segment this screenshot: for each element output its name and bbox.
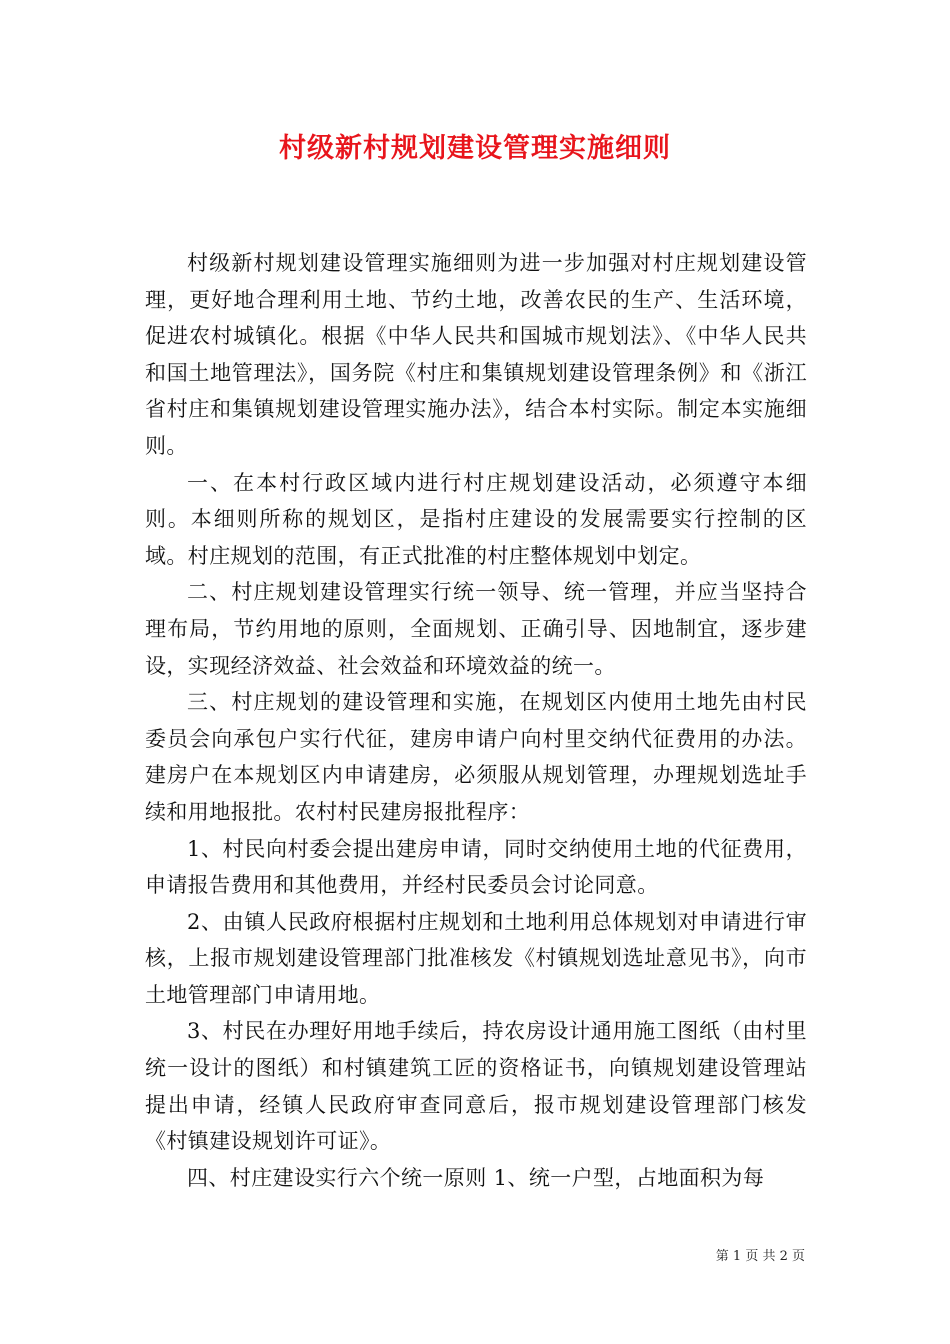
paragraph-step-1: 1、村民向村委会提出建房申请，同时交纳使用土地的代征费用，申请报告费用和其他费用，并经村民委员会讨论同意。	[145, 836, 807, 898]
paragraph-intro: 村级新村规划建设管理实施细则为进一步加强对村庄规划建设管理，更好地合理利用土地、节约土地，改善农民的生产、生活环境，促进农村城镇化。根据《中华人民共和国城市规划法》、《中华人民共和国土地管理法》，国务院《村庄和集镇规划建设管理条例》和《浙江省村庄和集镇规划建设管理实施办法》，结合本村实际。制定本实施细则。	[145, 251, 807, 458]
paragraph-article-4: 四、村庄建设实行六个统一原则 1、统一户型，占地面积为每	[187, 1165, 765, 1190]
document-title: 村级新村规划建设管理实施细则	[279, 133, 671, 164]
document-body	[145, 245, 807, 1196]
page-number-footer: 第 1 页 共 2 页	[715, 1249, 805, 1264]
paragraph-step-3: 3、村民在办理好用地手续后，持农房设计通用施工图纸（由村里统一设计的图纸）和村镇建筑工匠的资格证书，向镇规划建设管理站提出申请，经镇人民政府审查同意后，报市规划建设管理部门核发《村镇建设规划许可证》。	[145, 1019, 807, 1154]
paragraph-step-2: 2、由镇人民政府根据村庄规划和土地利用总体规划对申请进行审核，上报市规划建设管理部门批准核发《村镇规划选址意见书》，向市土地管理部门申请用地。	[145, 909, 807, 1007]
paragraph-article-2: 二、村庄规划建设管理实行统一领导、统一管理，并应当坚持合理布局，节约用地的原则，全面规划、正确引导、因地制宜，逐步建设，实现经济效益、社会效益和环境效益的统一。	[145, 580, 807, 678]
paragraph-article-1: 一、在本村行政区域内进行村庄规划建设活动，必须遵守本细则。本细则所称的规划区，是指村庄建设的发展需要实行控制的区域。村庄规划的范围，有正式批准的村庄整体规划中划定。	[145, 470, 807, 568]
paragraph-article-3: 三、村庄规划的建设管理和实施，在规划区内使用土地先由村民委员会向承包户实行代征，建房申请户向村里交纳代征费用的办法。建房户在本规划区内申请建房，必须服从规划管理，办理规划选址手续和用地报批。农村村民建房报批程序：	[145, 690, 807, 824]
